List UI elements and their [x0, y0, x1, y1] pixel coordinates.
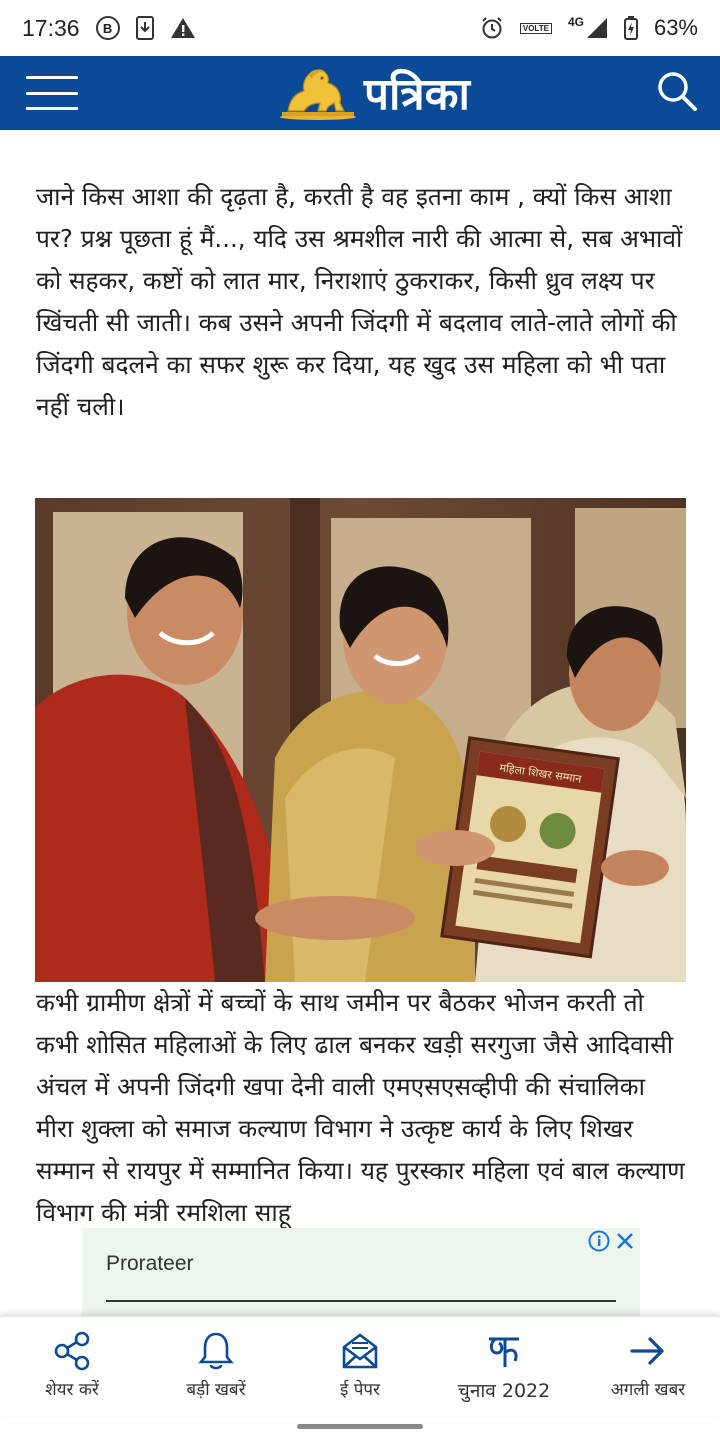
plaque-title: महिला शिखर सम्मान — [498, 761, 583, 786]
nav-next-story[interactable] — [576, 1317, 720, 1416]
nav-epaper-label: ई पेपर — [339, 1380, 381, 1400]
network-type: 4G — [567, 15, 584, 29]
mail-icon — [341, 1331, 379, 1371]
ad-controls — [588, 1230, 636, 1256]
search-icon[interactable] — [656, 70, 698, 116]
ad-divider — [106, 1300, 616, 1302]
nav-election-label: चुनाव 2022 — [457, 1380, 551, 1402]
ad-banner[interactable] — [82, 1228, 640, 1316]
nav-next-story-label: अगली खबर — [610, 1380, 686, 1400]
article-photo — [35, 498, 686, 982]
volte-bottom-text: LTE — [534, 23, 549, 33]
warning-icon — [170, 16, 196, 40]
ad-info-icon[interactable] — [588, 1230, 610, 1256]
lion-emblem-icon — [278, 63, 358, 121]
nav-top-news-label: बड़ी खबरें — [186, 1380, 246, 1400]
share-icon — [52, 1331, 92, 1371]
b-badge-icon: B — [96, 16, 120, 40]
nav-election[interactable] — [432, 1317, 576, 1416]
battery-icon — [624, 16, 638, 40]
hamburger-menu-icon[interactable] — [26, 73, 78, 113]
status-left — [22, 15, 196, 42]
bell-icon — [198, 1331, 234, 1371]
status-bar — [0, 0, 720, 56]
nav-share[interactable] — [0, 1317, 144, 1416]
bottom-navigation — [0, 1316, 720, 1416]
signal-icon — [568, 17, 608, 39]
brand-logo[interactable] — [278, 62, 470, 122]
arrow-right-icon — [628, 1331, 668, 1371]
article-paragraph-2: कभी ग्रामीण क्षेत्रों में बच्चों के साथ जमीन पर बैठकर भोजन करती तो कभी शोसित महिलाओं के लिए ढाल बनकर खड़ी सरगुजा जैसे आदिवासी अंचल में अपनी जिंदगी खपा देनी वाली एमएसएसव्हीपी की संचालिका मीरा शुक्ला को समाज कल्याण विभाग ने उत्कृष्ट कार्य के लिए शिखर सम्मान से रायपुर में सम्मानित किया। यह पुरस्कार महिला एवं बाल कल्याण विभाग की मंत्री रमशिला साहू — [36, 988, 685, 1227]
ad-close-icon[interactable] — [614, 1230, 636, 1256]
nav-share-label: शेयर करें — [45, 1380, 99, 1400]
ad-title: Prorateer — [106, 1252, 194, 1275]
home-indicator[interactable] — [297, 1424, 423, 1429]
election-icon — [485, 1331, 523, 1371]
brand-name: पत्रिका — [364, 69, 470, 120]
volte-top-text: VO — [522, 23, 535, 33]
article-paragraph-1: जाने किस आशा की दृढ़ता है, करती है वह इतना काम , क्यों किस आशा पर? प्रश्न पूछता हूं मैं..., यदि उस श्रमशील नारी की आत्मा से, सब अभावों को सहकर, कष्टों को लात मार, निराशाएं ठुकराकर, किसी ध्रुव लक्ष्य पर खिंचती सी जाती। कब उसने अपनी जिंदगी में बदलाव लाते-लाते लोगों की जिंदगी बदलने का सफर शुरू कर दिया, यह खुद उस महिला को भी पता नहीं चली। — [36, 182, 683, 421]
download-icon — [136, 16, 154, 40]
battery-level: 63% — [653, 15, 698, 40]
nav-top-news[interactable] — [144, 1317, 288, 1416]
status-time: 17:36 — [22, 14, 80, 41]
award-photo — [35, 498, 686, 982]
nav-epaper[interactable] — [288, 1317, 432, 1416]
alarm-icon — [480, 16, 504, 40]
app-header — [0, 56, 720, 130]
volte-icon — [520, 23, 552, 34]
status-right — [480, 15, 698, 41]
